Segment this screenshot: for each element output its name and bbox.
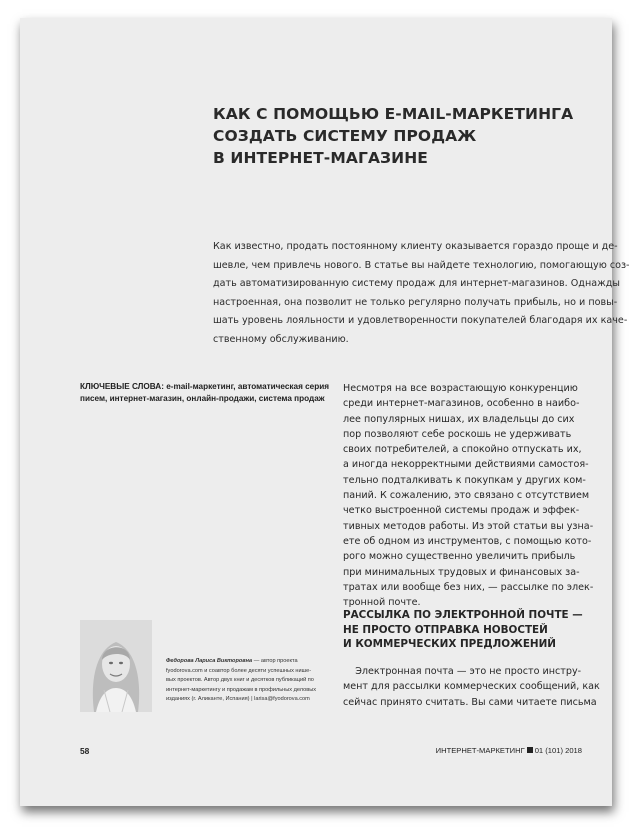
body-line: тельно подталкивать к покупкам у других ком- xyxy=(343,474,586,486)
title-line: В ИНТЕРНЕТ-МАГАЗИНЕ xyxy=(213,149,428,167)
body-line: своих потребителей, а спокойно отпускать их, xyxy=(343,444,582,456)
section-heading-line: РАССЫЛКА ПО ЭЛЕКТРОННОЙ ПОЧТЕ — xyxy=(343,609,583,621)
section-body-line: мент для рассылки коммерческих сообщений, как xyxy=(343,681,600,693)
lead-line: настроенная, она позволит не только регулярно получать прибыль, но и повы- xyxy=(213,296,618,308)
body-line: лее популярных нишах, их владельцы до сих xyxy=(343,413,575,425)
body-line: среди интернет-магазинов, особенно в наибо- xyxy=(343,398,580,410)
author-portrait-image xyxy=(80,620,152,712)
lead-line: Как известно, продать постоянному клиенту оказывается гораздо проще и де- xyxy=(213,241,618,252)
running-footer xyxy=(436,746,582,755)
lead-line: шевле, чем привлечь нового. В статье вы найдете технологию, помогающую соз- xyxy=(213,259,630,271)
author-photo xyxy=(80,620,152,712)
article-lead xyxy=(213,238,630,350)
body-line: паний. К сожалению, это связано с отсутствием xyxy=(343,490,590,502)
body-line: рого можно существенно увеличить прибыль xyxy=(343,551,576,563)
section-body-line: сейчас принято считать. Вы сами читаете письма xyxy=(343,696,597,708)
body-line: Несмотря на все возрастающую конкуренцию xyxy=(343,383,578,394)
lead-line: дать автоматизированную систему продаж для интернет-магазинов. Однажды xyxy=(213,278,620,290)
author-bio-first-line xyxy=(166,657,338,667)
body-line: пор позволяют себе роскошь не удерживать xyxy=(343,428,572,440)
body-line: тратах или вообще без них, — рассылке по элек- xyxy=(343,581,594,593)
section-heading-line: НЕ ПРОСТО ОТПРАВКА НОВОСТЕЙ xyxy=(343,623,548,636)
article-title xyxy=(213,103,593,169)
author-bio-line: вых проектов. Автор двух книг и десятков публикаций по xyxy=(166,677,314,683)
author-bio-line: fyodorova.com и соавтор более десяти успешных нише- xyxy=(166,667,312,674)
body-line: тронной почте. xyxy=(343,597,421,609)
body-line: а иногда некорректными действиями самостоя- xyxy=(343,459,589,471)
keywords-line: КЛЮЧЕВЫЕ СЛОВА: e-mail-маркетинг, автоматическая серия xyxy=(80,382,330,391)
body-line: тивных методов работы. Из этой статьи вы узна- xyxy=(343,520,594,532)
body-line: ете об одном из инструментов, с помощью кото- xyxy=(343,535,592,547)
section-heading-line: И КОММЕРЧЕСКИХ ПРЕДЛОЖЕНИЙ xyxy=(343,638,557,650)
section-body xyxy=(343,664,598,710)
lead-line: ственному обслуживанию. xyxy=(213,333,349,345)
body-line: при минимальных трудовых и финансовых за- xyxy=(343,566,580,578)
section-heading xyxy=(343,608,598,652)
author-bio xyxy=(166,657,338,705)
keywords-line: писем, интернет-магазин, онлайн-продажи, система продаж xyxy=(80,394,325,403)
square-separator-icon xyxy=(527,747,533,753)
page-number: 58 xyxy=(80,746,90,756)
title-line: СОЗДАТЬ СИСТЕМУ ПРОДАЖ xyxy=(213,127,477,145)
section-body-line: Электронная почта — это не просто инстру- xyxy=(343,666,582,677)
keywords xyxy=(80,381,330,405)
title-line: КАК С ПОМОЩЬЮ E-MAIL-МАРКЕТИНГА xyxy=(213,105,574,123)
issue-info: 01 (101) 2018 xyxy=(534,746,582,755)
author-bio-line: интернет-маркетингу и продажам в профильных деловых xyxy=(166,686,317,693)
journal-name: ИНТЕРНЕТ-МАРКЕТИНГ xyxy=(435,746,525,755)
author-name: Федорова Лариса Викторовна xyxy=(166,658,253,664)
author-bio-line: изданиях (г. Аликанте, Испания) | larisa@fyodorova.com xyxy=(166,696,310,702)
body-paragraph xyxy=(343,381,598,610)
author-bio-line: — автор проекта xyxy=(252,658,298,664)
lead-line: шать уровень лояльности и удовлетворенности покупателей благодаря их каче- xyxy=(213,315,628,327)
body-line: четко выстроенной системы продаж и эффек- xyxy=(343,505,580,517)
